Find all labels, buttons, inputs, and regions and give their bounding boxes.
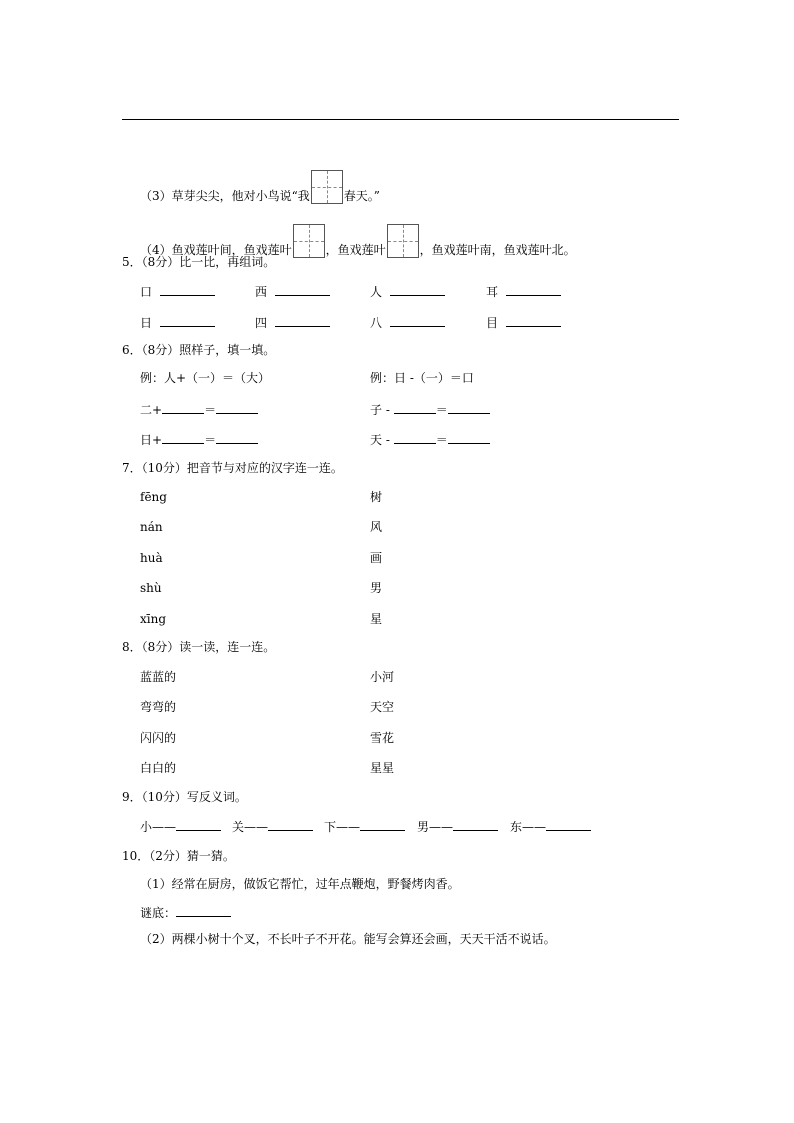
answer-blank[interactable] [448,401,490,414]
antonym-item: 关—— [232,818,313,835]
answer-blank[interactable] [216,401,258,414]
answer-blank[interactable] [360,818,405,831]
riddle-1: （1）经常在厨房，做饭它帮忙，过年点鞭炮，野餐烤肉香。 [140,877,460,891]
phrase-left[interactable]: 弯弯的 [140,700,177,714]
q5-char: 四 [255,314,330,331]
antonym-item: 下—— [324,818,405,835]
q6-right-eq: 天 - ＝ [370,431,490,448]
q8-title: 8．（8分）读一读，连一连。 [122,640,276,654]
riddle-answer: 谜底： [140,904,231,921]
q6-example-right: 例：日 -（一）＝口 [370,371,474,385]
antonym-item: 东—— [510,818,591,835]
answer-blank[interactable] [176,818,221,831]
hanzi-item[interactable]: 风 [370,520,383,534]
q4-item-3: （3）草芽尖尖，他对小鸟说“我 春天。” [140,170,380,204]
pinyin-item[interactable]: nán [140,520,163,534]
answer-blank[interactable] [453,818,498,831]
phrase-right[interactable]: 天空 [370,700,395,714]
answer-blank[interactable] [216,431,258,444]
pinyin-item[interactable]: fēng [140,490,167,504]
header-rule [122,119,679,120]
answer-blank[interactable] [390,314,445,327]
hanzi-item[interactable]: 画 [370,551,383,565]
q5-char: 口 [140,283,215,300]
riddle-2: （2）两棵小树十个叉，不长叶子不开花。能写会算还会画，天天干活不说话。 [140,932,556,946]
phrase-right[interactable]: 小河 [370,670,395,684]
q5-char: 目 [486,314,561,331]
tian-grid-box[interactable] [387,224,419,258]
q5-char: 西 [255,283,330,300]
answer-blank[interactable] [546,818,591,831]
answer-blank[interactable] [506,283,561,296]
answer-blank[interactable] [162,401,204,414]
phrase-right[interactable]: 星星 [370,761,395,775]
hanzi-item[interactable]: 树 [370,490,383,504]
q5-char: 八 [370,314,445,331]
q6-left-eq: 日+ ＝ [140,431,258,448]
answer-blank[interactable] [394,431,436,444]
q5-char: 日 [140,314,215,331]
q7-title: 7．（10分）把音节与对应的汉字连一连。 [122,461,343,475]
pinyin-item[interactable]: huà [140,551,163,565]
q5-char: 耳 [486,283,561,300]
answer-blank[interactable] [160,314,215,327]
tian-grid-box[interactable] [311,170,343,204]
q6-example-left: 例：人+（一）＝（大） [140,371,271,385]
phrase-left[interactable]: 蓝蓝的 [140,670,177,684]
q5-title: 5．（8分）比一比，再组词。 [122,255,276,269]
q6-left-eq: 二+ ＝ [140,401,258,418]
q6-right-eq: 子 - ＝ [370,401,490,418]
answer-blank[interactable] [448,431,490,444]
q4-item-4: （4）鱼戏莲叶间，鱼戏莲叶 ，鱼戏莲叶 ，鱼戏莲叶南，鱼戏莲叶北。 [140,224,576,258]
answer-blank[interactable] [268,818,313,831]
q6-title: 6．（8分）照样子，填一填。 [122,343,276,357]
answer-blank[interactable] [390,283,445,296]
answer-blank[interactable] [162,431,204,444]
antonym-item: 男—— [417,818,498,835]
phrase-right[interactable]: 雪花 [370,731,395,745]
q9-title: 9．（10分）写反义词。 [122,790,247,804]
q5-char: 人 [370,283,445,300]
answer-blank[interactable] [506,314,561,327]
answer-blank[interactable] [275,314,330,327]
pinyin-item[interactable]: xīng [140,612,167,626]
q10-title: 10．（2分）猜一猜。 [122,849,235,863]
answer-blank[interactable] [394,401,436,414]
answer-blank[interactable] [275,283,330,296]
antonym-item: 小—— [140,818,221,835]
hanzi-item[interactable]: 男 [370,581,383,595]
phrase-left[interactable]: 闪闪的 [140,731,177,745]
pinyin-item[interactable]: shù [140,581,162,595]
hanzi-item[interactable]: 星 [370,612,383,626]
phrase-left[interactable]: 白白的 [140,761,177,775]
answer-blank[interactable] [160,283,215,296]
answer-blank[interactable] [176,904,231,917]
tian-grid-box[interactable] [293,224,325,258]
